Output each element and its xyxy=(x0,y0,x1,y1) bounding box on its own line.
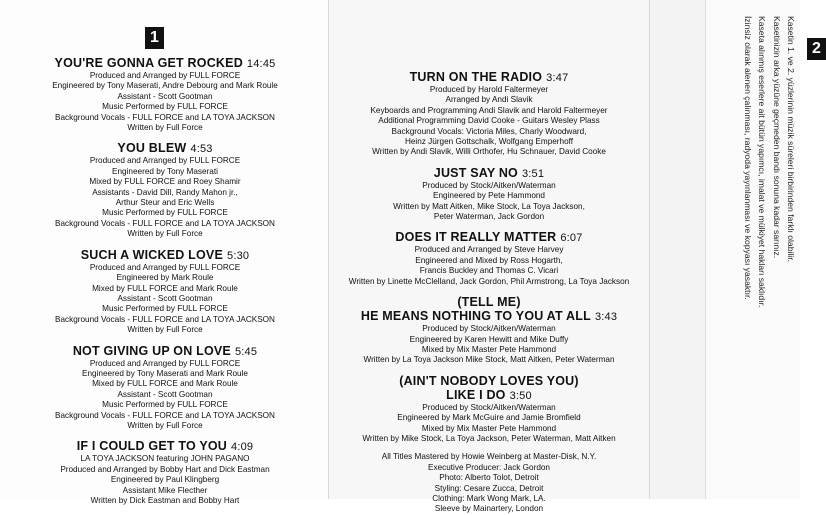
track-title xyxy=(10,56,320,71)
track xyxy=(10,439,320,506)
track xyxy=(10,344,320,432)
credit-line: Mixed by Mix Master Pete Hammond xyxy=(421,423,557,433)
side-1-panel xyxy=(0,0,328,505)
track xyxy=(10,141,320,239)
track-duration: 5:30 xyxy=(227,249,250,262)
credit-line: Heinz Jürgen Gottschalk, Wolfgang Emperhoff xyxy=(404,137,574,147)
footer-credit: Styling: Cesare Zucca, Detroit xyxy=(434,483,544,493)
credit-line: Arthur Steur and Eric Wells xyxy=(115,198,215,208)
track-duration: 4:09 xyxy=(231,441,254,454)
credit-line: Background Vocals - FULL FORCE and LA TOYA JACKSON xyxy=(55,314,275,324)
track xyxy=(10,56,320,133)
credit-line: Engineered by Karen Hewitt and Mike Duffy xyxy=(409,334,569,344)
track-duration: 6:07 xyxy=(560,232,583,245)
credit-line: Music Performed by FULL FORCE xyxy=(102,304,228,314)
track xyxy=(332,230,646,287)
track-title xyxy=(332,230,646,245)
credit-line: Background Vocals - FULL FORCE and LA TOYA JACKSON xyxy=(55,410,275,420)
credit-line: Mixed by FULL FORCE and Mark Roule xyxy=(92,283,238,293)
credit-line: Produced and Arranged by Steve Harvey xyxy=(414,245,564,255)
track xyxy=(332,70,646,158)
credit-line: Background Vocals - FULL FORCE and LA TOYA JACKSON xyxy=(55,218,275,228)
credit-line: Written by Mike Stock, La Toya Jackson, Peter Waterman, Matt Aitken xyxy=(362,433,616,443)
credit-line: Written by Full Force xyxy=(127,420,203,430)
credit-line: Produced and Arranged by Bobby Hart and Dick Eastman xyxy=(60,464,270,474)
legal-notes xyxy=(706,8,800,507)
credit-line: Background Vocals: Victoria Miles, Charly Woodward, xyxy=(391,126,587,136)
track-duration: 4:53 xyxy=(190,143,213,156)
track-title: (AIN'T NOBODY LOVES YOU) xyxy=(399,373,579,388)
spine-panel xyxy=(650,0,706,499)
credit-line: Music Performed by FULL FORCE xyxy=(102,102,228,112)
track-name: YOU BLEW xyxy=(117,141,187,156)
credit-line: Written by Full Force xyxy=(127,325,203,335)
credit-line: Produced by Stock/Aitken/Waterman xyxy=(422,324,556,334)
track-name: IF I COULD GET TO YOU xyxy=(76,439,228,454)
track-title xyxy=(332,309,646,324)
track-title xyxy=(10,344,320,359)
credit-line: Mixed by FULL FORCE and Mark Roule xyxy=(92,379,238,389)
side-2-tracklist xyxy=(332,70,646,515)
track xyxy=(332,295,646,366)
track-name: NOT GIVING UP ON LOVE xyxy=(72,343,231,358)
credit-line: Music Performed by FULL FORCE xyxy=(102,208,228,218)
credit-line: Mixed by Mix Master Pete Hammond xyxy=(421,344,557,354)
credit-line: Engineered by Mark McGuire and Jamie Bromfield xyxy=(397,413,581,423)
credit-line: Written by La Toya Jackson Mike Stock, Matt Aitken, Peter Waterman xyxy=(363,355,615,365)
credit-line: Produced and Arranged by FULL FORCE xyxy=(89,262,241,272)
track-duration: 5:45 xyxy=(234,345,258,358)
credit-line: Keyboards and Programming Andi Slavik and Harold Faltermeyer xyxy=(370,105,608,115)
track-name: TURN ON THE RADIO xyxy=(409,70,543,84)
credit-line: Produced and Arranged by FULL FORCE xyxy=(89,71,241,80)
track-title xyxy=(332,388,646,403)
track xyxy=(10,248,320,336)
credit-line: Assistants - David Dill, Randy Mahon jr., xyxy=(92,187,238,197)
track-title xyxy=(10,141,320,156)
credit-line: Engineered by Mark Roule xyxy=(116,273,214,283)
track-title xyxy=(332,70,646,85)
track xyxy=(332,374,646,445)
credit-line: Francis Buckley and Thomas C. Vicari xyxy=(419,266,559,276)
credit-line: Engineered by Pete Hammond xyxy=(433,191,545,201)
credit-line: Assistant Mike Flecther xyxy=(122,485,208,495)
credit-line: Peter Waterman, Jack Gordon xyxy=(433,212,545,222)
credit-line: Additional Programming David Cooke - Guitars Wesley Plass xyxy=(378,116,600,126)
note-line: Kaseta alınmış eserlere ait bütün yapımcı, imalat ve mülkiyet hakları saklıdır. xyxy=(757,16,768,308)
track-name: YOU'RE GONNA GET ROCKED xyxy=(54,56,243,70)
track-name: HE MEANS NOTHING TO YOU AT ALL xyxy=(360,309,591,324)
credit-line: Written by Dick Eastman and Bobby Hart xyxy=(90,496,240,505)
credit-line: Assistant - Scott Gootman xyxy=(117,91,213,101)
track-duration: 3:51 xyxy=(521,167,545,180)
credit-line: Written by Andi Slavik, Willi Orthofer, Hu Schnauer, David Cooke xyxy=(372,147,606,157)
credit-line: Engineered by Tony Maserati and Mark Roule xyxy=(82,368,248,378)
credit-line: Produced by Harold Faltermeyer xyxy=(429,85,549,94)
track-duration: 3:47 xyxy=(546,72,569,84)
credit-line: Written by Linette McClelland, Jack Gordon, Phil Armstrong, La Toya Jackson xyxy=(348,276,630,286)
credit-line: Written by Full Force xyxy=(127,229,203,239)
footer-credit: All Titles Mastered by Howie Weinberg at Master-Disk, N.Y. xyxy=(381,452,597,462)
track-title xyxy=(332,166,646,181)
credit-line: Produced and Arranged by FULL FORCE xyxy=(89,156,241,166)
credit-line: Produced by Stock/Aitken/Waterman xyxy=(422,402,556,412)
credit-line: Written by Full Force xyxy=(127,123,203,133)
track-name: SUCH A WICKED LOVE xyxy=(80,247,224,262)
track-name: LIKE I DO xyxy=(446,387,506,402)
note-line: Kasetinizin arka yüzüne geçmeden bandı sonuna kadar sarınız. xyxy=(771,16,782,259)
credit-line: Engineered by Paul Klingberg xyxy=(110,475,220,485)
credit-line: Produced and Arranged by FULL FORCE xyxy=(89,358,241,368)
track-name: DOES IT REALLY MATTER xyxy=(395,230,557,245)
side-2-badge: 2 xyxy=(807,38,826,60)
credit-line: Assistant - Scott Gootman xyxy=(117,293,213,303)
track-duration: 3:43 xyxy=(594,311,618,324)
credit-line: Arranged by Andi Slavik xyxy=(445,95,533,105)
credit-line: Engineered by Tony Maserati xyxy=(112,166,218,176)
credit-line: Engineered by Tony Maserati, Andre Debourg and Mark Roule xyxy=(52,81,278,91)
credit-line: Music Performed by FULL FORCE xyxy=(102,400,228,410)
track-name: JUST SAY NO xyxy=(433,165,518,180)
note-line: İzinsiz olarak alenen çalınması, radyoda yayınlanması ve kopyası yasaktır. xyxy=(742,16,753,300)
footer-credit: Executive Producer: Jack Gordon xyxy=(428,462,550,472)
credit-line: Engineered and Mixed by Ross Hogarth, xyxy=(415,255,563,265)
side-1-badge: 1 xyxy=(145,27,164,49)
track-duration: 14:45 xyxy=(246,58,276,70)
footer-credit: Sleeve by Mainartery, London xyxy=(434,504,544,514)
credit-line: Produced by Stock/Aitken/Waterman xyxy=(422,180,556,190)
footer-credit: Clothing: Mark Wong Mark, LA. xyxy=(432,493,546,503)
credit-line: Mixed by FULL FORCE and Roey Shamir xyxy=(89,177,241,187)
track-title xyxy=(10,439,320,454)
credit-line: Assistant - Scott Gootman xyxy=(117,389,213,399)
credit-line: Background Vocals - FULL FORCE and LA TOYA JACKSON xyxy=(55,112,275,122)
track-title: (TELL ME) xyxy=(457,295,521,310)
note-line: Kasetin 1. ve 2. yüzlerinin müzik süreleri birbirinden farklı olabilir. xyxy=(786,16,796,262)
track xyxy=(332,166,646,223)
credit-line: Written by Matt Aitken, Mike Stock, La Toya Jackson, xyxy=(393,201,585,211)
track-title xyxy=(10,248,320,263)
footer-credit: Photo: Alberto Tolot, Detroit xyxy=(439,473,539,483)
notes-panel xyxy=(706,0,800,499)
side-1-tracklist xyxy=(10,56,320,514)
track-duration: 3:50 xyxy=(509,389,532,402)
credit-line: LA TOYA JACKSON featuring JOHN PAGANO xyxy=(80,454,250,464)
